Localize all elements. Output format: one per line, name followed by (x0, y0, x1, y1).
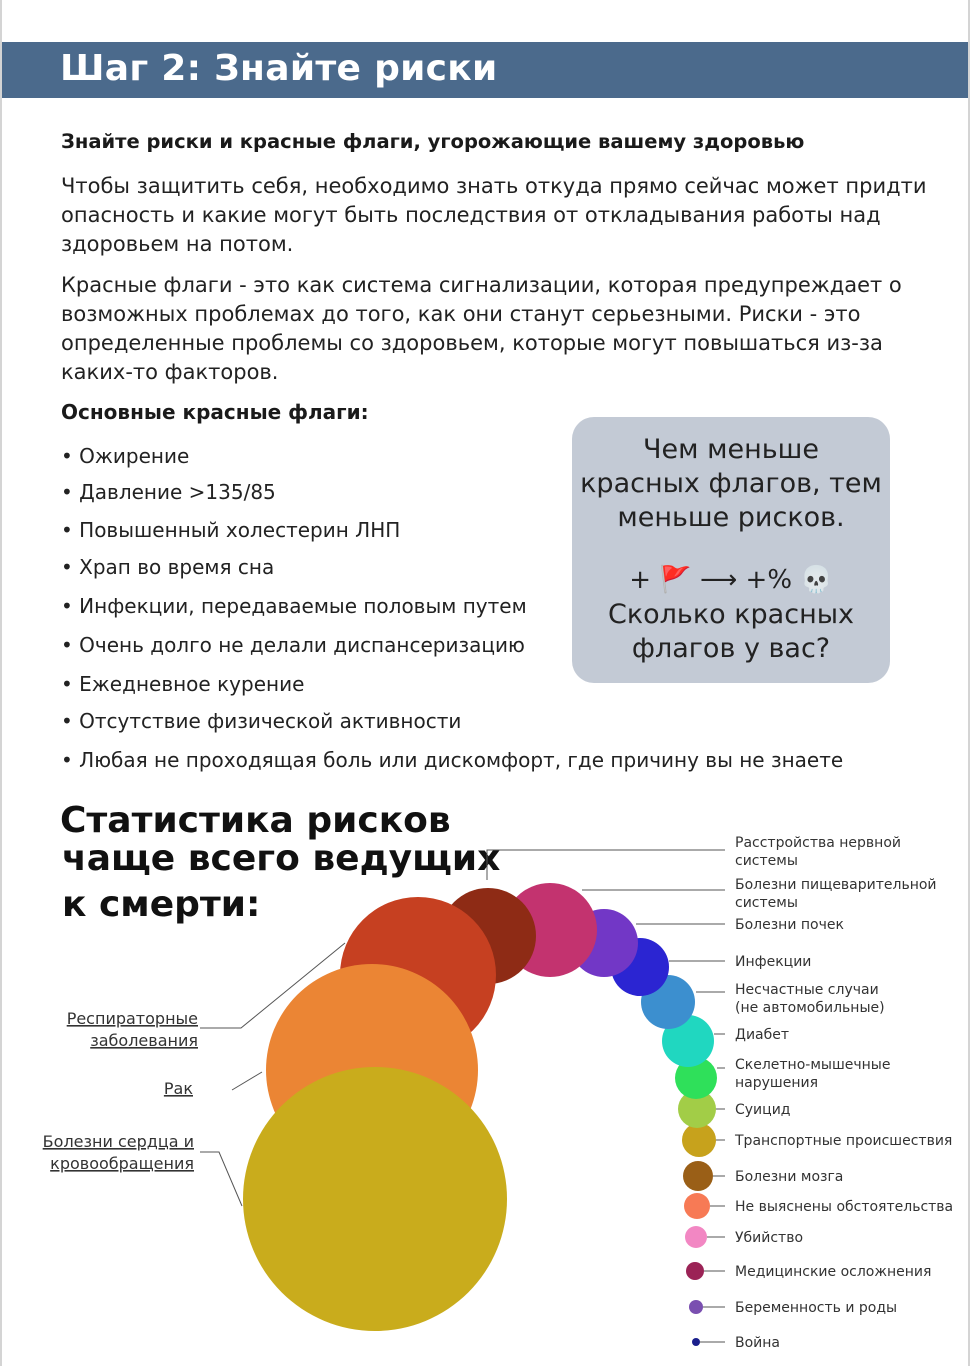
red-flag-item: • Повышенный холестерин ЛНП (61, 518, 401, 542)
label-несчастные-случаи-не-автомобильные: Несчастные случаи (735, 982, 879, 998)
red-flag-item: • Отсутствие физической активности (61, 709, 462, 733)
callout-line-1: Чем меньше (643, 434, 819, 465)
label-болезни-пищеварительной-системы: Болезни пищеварительной (735, 877, 937, 893)
label-скелетно-мышечные-нарушения-line-2: нарушения (735, 1075, 819, 1091)
callout-line-3: меньше рисков. (617, 502, 845, 533)
leader-line-рак (232, 1072, 262, 1090)
bubble-убийство (685, 1226, 707, 1248)
label-болезни-почек: Болезни почек (735, 917, 844, 933)
label-медицинские-осложнения: Медицинские осложнения (735, 1264, 932, 1280)
red-flag-item: • Любая не проходящая боль или дискомфорт, где причину вы не знаете (61, 748, 844, 772)
bubble-болезни-сердца-и-кровообращения (243, 1067, 507, 1331)
label-болезни-сердца-и-кровообращения: Болезни сердца и (42, 1132, 194, 1151)
label-беременность-и-роды: Беременность и роды (735, 1300, 898, 1316)
leader-line-расстройства-нервной-системы (487, 850, 725, 880)
bubble-транспортные-происшествия (682, 1123, 716, 1157)
stats-title-line-1: Статистика рисков (60, 800, 451, 841)
intro-paragraph-1: Чтобы защитить себя, необходимо знать откуда прямо сейчас может придти опасность и какие могут быть последствия от откладывания работы над здоровьем на потом. (61, 174, 927, 256)
label-респираторные-заболевания: Респираторные (66, 1009, 198, 1028)
red-flag-item: • Ежедневное курение (61, 672, 305, 696)
plus-sign: + (629, 565, 652, 595)
bubble-болезни-мозга (683, 1161, 713, 1191)
label-расстройства-нервной-системы-line-2: системы (735, 853, 798, 869)
label-транспортные-происшествия: Транспортные происшествия (735, 1133, 953, 1149)
label-рак: Рак (163, 1079, 193, 1098)
callout-question-line-2: флагов у вас? (631, 633, 831, 664)
label-болезни-сердца-и-кровообращения-line-2: кровообращения (50, 1154, 194, 1173)
red-flag-icon: 🚩 (659, 565, 692, 595)
bubble-не-выяснены-обстоятельства (684, 1193, 710, 1219)
arrow-right-icon: ⟶ (700, 565, 738, 595)
bubble-беременность-и-роды (689, 1300, 703, 1314)
bubble-медицинские-осложнения (686, 1262, 704, 1280)
label-диабет: Диабет (735, 1027, 790, 1043)
label-убийство: Убийство (735, 1230, 804, 1246)
stats-title-line-3: к смерти: (62, 884, 261, 925)
label-суицид: Суицид (735, 1102, 791, 1118)
red-flag-item: • Инфекции, передаваемые половым путем (61, 594, 527, 618)
skull-icon: 💀 (800, 565, 833, 595)
label-расстройства-нервной-системы: Расстройства нервной (735, 835, 901, 851)
red-flag-item: • Храп во время сна (61, 555, 275, 579)
label-война: Война (735, 1335, 781, 1351)
bubble-война (692, 1338, 700, 1346)
label-скелетно-мышечные-нарушения: Скелетно-мышечные (735, 1057, 891, 1073)
label-болезни-пищеварительной-системы-line-2: системы (735, 895, 798, 911)
intro-subtitle: Знайте риски и красные флаги, угорожающие вашему здоровью (61, 130, 805, 153)
label-не-выяснены-обстоятельства: Не выяснены обстоятельства (735, 1199, 954, 1215)
percent-increase: +% (745, 565, 793, 595)
intro-paragraph-2: Красные флаги - это как система сигнализации, которая предупреждает о возможных проблемах до того, как они станут серьезными. Риски - это определенные проблемы со здоровьем, которые могут повышаться из-за каких-то факторов. (61, 273, 902, 384)
leader-line-болезни-сердца-и-кровообращения (200, 1152, 242, 1206)
label-инфекции: Инфекции (735, 954, 812, 970)
label-респираторные-заболевания-line-2: заболевания (90, 1031, 198, 1050)
label-несчастные-случаи-не-автомобильные-line-2: (не автомобильные) (735, 1000, 885, 1016)
page-title: Шаг 2: Знайте риски (60, 48, 498, 89)
callout-question-line-1: Сколько красных (607, 599, 855, 630)
red-flag-item: • Давление >135/85 (61, 480, 276, 504)
callout-line-2: красных флагов, тем (580, 468, 882, 499)
red-flag-item: • Очень долго не делали диспансеризацию (61, 633, 525, 657)
red-flags-title: Основные красные флаги: (61, 400, 369, 424)
label-болезни-мозга: Болезни мозга (735, 1169, 844, 1185)
stats-title-line-2: чаще всего ведущих (62, 838, 501, 879)
red-flag-item: • Ожирение (61, 444, 190, 468)
